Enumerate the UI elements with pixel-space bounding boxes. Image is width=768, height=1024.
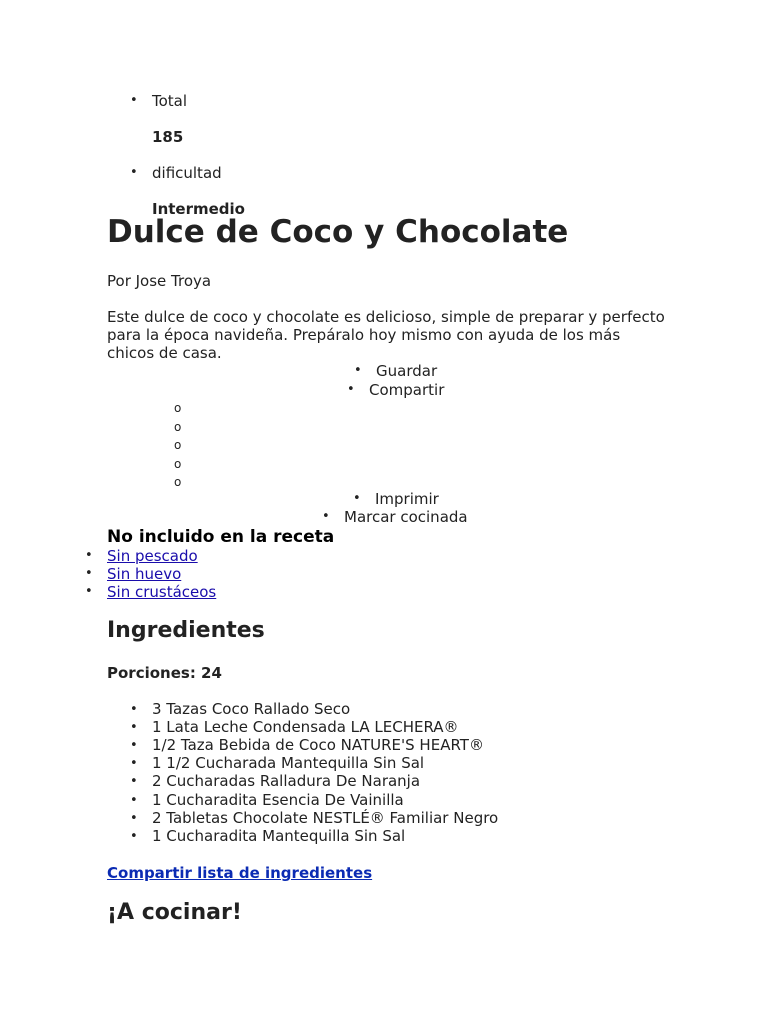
ingredient-item: • 2 Tabletas Chocolate NESTLÉ® Familiar Negro — [152, 809, 498, 827]
ingredient-item: • 1 Cucharadita Esencia De Vainilla — [152, 791, 404, 809]
share-button[interactable]: • Compartir — [369, 381, 444, 399]
not-included-item — [107, 583, 216, 601]
not-included-item — [107, 565, 181, 583]
share-option-bullet[interactable]: o — [174, 457, 182, 471]
ingredient-item: • 1 1/2 Cucharada Mantequilla Sin Sal — [152, 754, 424, 772]
ingredient-item: • 1/2 Taza Bebida de Coco NATURE'S HEART® — [152, 736, 484, 754]
meta-difficulty-value: Intermedio — [152, 200, 245, 218]
ingredient-item: • 3 Tazas Coco Rallado Seco — [152, 700, 350, 718]
filter-link-no-shellfish[interactable]: Sin crustáceos — [107, 583, 217, 601]
share-option-bullet[interactable]: o — [174, 420, 182, 434]
recipe-description: Este dulce de coco y chocolate es delicioso, simple de preparar y perfecto para la época navideña. Prepáralo hoy mismo con ayuda de los más chicos de casa. — [107, 308, 665, 362]
print-button[interactable]: • Imprimir — [375, 490, 439, 508]
recipe-author: Por Jose Troya — [107, 272, 212, 290]
ingredient-item: • 1 Cucharadita Mantequilla Sin Sal — [152, 827, 405, 845]
servings-label: Porciones: 24 — [107, 664, 222, 682]
share-ingredients-link[interactable]: Compartir lista de ingredientes — [107, 864, 373, 882]
mark-cooked-button[interactable]: • Marcar cocinada — [344, 508, 468, 526]
ingredient-item: • 1 Lata Leche Condensada LA LECHERA® — [152, 718, 459, 736]
share-option-bullet[interactable]: o — [174, 401, 182, 415]
share-option-bullet[interactable]: o — [174, 475, 182, 489]
save-button[interactable]: • Guardar — [376, 362, 437, 380]
cook-heading: ¡A cocinar! — [107, 900, 242, 925]
meta-total-label: • Total — [152, 92, 187, 110]
ingredients-heading: Ingredientes — [107, 618, 265, 643]
not-included-item — [107, 547, 198, 565]
filter-link-no-fish[interactable]: Sin pescado — [107, 547, 198, 565]
not-included-heading: No incluido en la receta — [107, 527, 335, 547]
filter-link-no-egg[interactable]: Sin huevo — [107, 565, 182, 583]
share-option-bullet[interactable]: o — [174, 438, 182, 452]
meta-total-value: 185 — [152, 128, 184, 146]
meta-difficulty-label: • dificultad — [152, 164, 222, 182]
page-title: Dulce de Coco y Chocolate — [107, 214, 569, 250]
ingredient-item: • 2 Cucharadas Ralladura De Naranja — [152, 772, 420, 790]
